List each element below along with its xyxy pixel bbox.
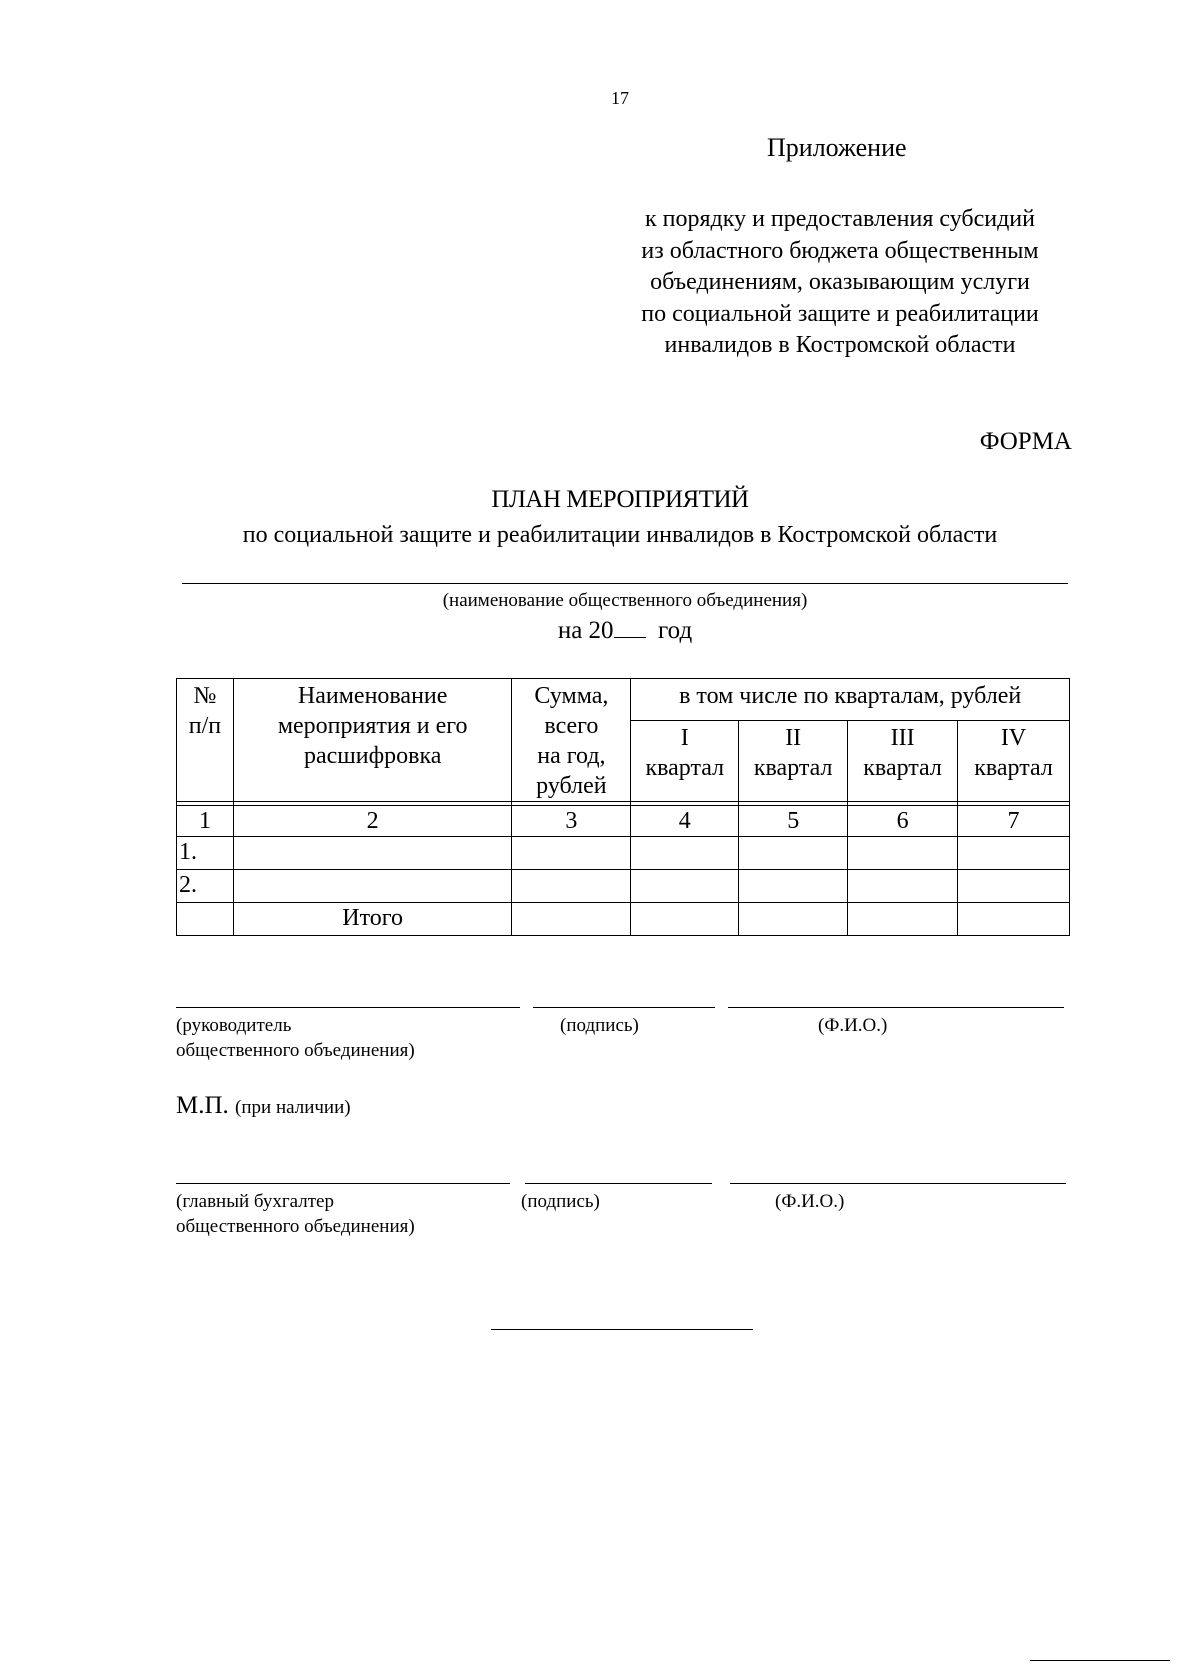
header-quarter-1: I квартал [631, 721, 739, 802]
table-cell[interactable] [848, 837, 958, 870]
table-cell[interactable] [848, 903, 958, 936]
header-event-name: Наименование мероприятия и его расшифровка [233, 679, 512, 802]
head-role-caption: (руководитель общественного объединения) [176, 1015, 415, 1061]
table-cell[interactable] [739, 837, 848, 870]
header-number: № п/п [177, 679, 234, 802]
table-cell[interactable] [958, 903, 1070, 936]
table-header-row [177, 679, 1070, 721]
head-signature-line[interactable] [533, 1007, 715, 1008]
stamp-note: (при наличии) [235, 1097, 351, 1118]
plan-title: ПЛАН МЕРОПРИЯТИЙ [491, 486, 749, 513]
stamp-label: М.П. [176, 1092, 229, 1119]
year-line [182, 617, 1068, 645]
table-cell[interactable] [958, 837, 1070, 870]
accountant-role-line[interactable] [176, 1183, 510, 1184]
table-cell[interactable] [631, 837, 739, 870]
year-suffix: год [658, 617, 693, 644]
appendix-line: из областного бюджета общественным [641, 237, 1039, 264]
column-number: 4 [631, 806, 739, 837]
accountant-name-line[interactable] [730, 1183, 1066, 1184]
accountant-role-caption: (главный бухгалтер общественного объединения) [176, 1191, 415, 1237]
row-number: 1. [177, 837, 234, 870]
column-number: 2 [233, 806, 512, 837]
appendix-line: по социальной защите и реабилитации [641, 300, 1039, 327]
column-number: 7 [958, 806, 1070, 837]
table-cell[interactable] [512, 837, 631, 870]
column-number: 5 [739, 806, 848, 837]
accountant-signature-caption: (подпись) [521, 1191, 600, 1212]
table-cell[interactable] [631, 903, 739, 936]
table-cell[interactable] [739, 870, 848, 903]
head-signature-caption: (подпись) [560, 1015, 639, 1036]
table-cell[interactable] [848, 870, 958, 903]
org-name-caption: (наименование общественного объединения) [442, 590, 808, 611]
total-label: Итого [233, 903, 512, 936]
header-quarters: в том числе по кварталам, рублей [631, 679, 1070, 721]
table-cell[interactable] [512, 903, 631, 936]
header-quarter-4: IV квартал [958, 721, 1070, 802]
table-cell[interactable] [631, 870, 739, 903]
column-number: 6 [848, 806, 958, 837]
column-number: 1 [177, 806, 234, 837]
column-number-row [177, 806, 1070, 837]
head-role-line[interactable] [176, 1007, 520, 1008]
head-name-caption: (Ф.И.О.) [818, 1015, 888, 1036]
appendix-heading: Приложение [767, 133, 907, 162]
table-cell [177, 903, 234, 936]
plan-table [176, 678, 1070, 936]
header-quarter-2: II квартал [739, 721, 848, 802]
table-cell[interactable] [233, 870, 512, 903]
total-row [177, 903, 1070, 936]
accountant-signature-line[interactable] [525, 1183, 712, 1184]
table-row [177, 870, 1070, 903]
corner-mark [1030, 1660, 1170, 1661]
year-prefix: на 20 [557, 617, 614, 644]
page-number: 17 [611, 88, 629, 108]
year-blank-field[interactable] [614, 617, 646, 638]
form-label: ФОРМА [979, 428, 1072, 455]
appendix-line: инвалидов в Костромской области [664, 332, 1016, 358]
header-sum: Сумма, всего на год, рублей [512, 679, 631, 802]
header-quarter-3: III квартал [848, 721, 958, 802]
end-divider [491, 1329, 753, 1330]
org-name-line[interactable] [182, 583, 1068, 584]
plan-subtitle: по социальной защите и реабилитации инвалидов в Костромской области [242, 522, 998, 548]
accountant-name-caption: (Ф.И.О.) [775, 1191, 845, 1212]
appendix-text [600, 204, 1080, 362]
table-cell[interactable] [739, 903, 848, 936]
table-row [177, 837, 1070, 870]
column-number: 3 [512, 806, 631, 837]
row-number: 2. [177, 870, 234, 903]
head-name-line[interactable] [728, 1007, 1064, 1008]
appendix-line: к порядку и предоставления субсидий [645, 206, 1035, 232]
appendix-line: объединениям, оказывающим услуги [650, 269, 1030, 295]
table-cell[interactable] [958, 870, 1070, 903]
stamp-place [176, 1092, 351, 1120]
table-cell[interactable] [512, 870, 631, 903]
table-cell[interactable] [233, 837, 512, 870]
